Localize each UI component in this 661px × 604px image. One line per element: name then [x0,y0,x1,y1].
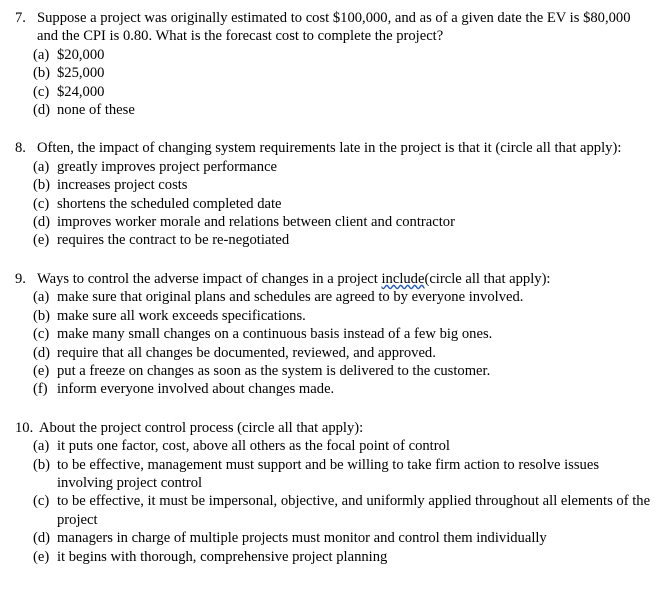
option-letter: (a) [33,289,50,306]
option-letter: (b) [33,65,51,82]
option-letter: (b) [33,456,51,473]
answer-option-d [15,213,651,231]
spellcheck-underlined-word: include [381,270,425,287]
option-text: requires the contract to be re-negotiated [57,232,290,249]
option-text: make sure that original plans and schedules are agreed to by everyone involved. [57,289,524,306]
option-letter: (b) [33,177,51,194]
answer-option-b [15,176,651,194]
option-letter: (f) [33,381,48,398]
option-text: $25,000 [57,65,105,82]
answer-options [15,288,651,398]
option-letter: (a) [33,438,50,455]
question-7 [15,9,651,119]
option-letter: (c) [33,493,50,510]
question-stem [15,419,651,437]
answer-option-e [15,231,651,249]
answer-option-a [15,46,651,64]
option-text: require that all changes be documented, reviewed, and approved. [57,344,436,361]
option-letter: (e) [33,232,50,249]
answer-options [15,46,651,120]
option-text: to be effective, it must be impersonal, objective, and uniformly applied throughout all elements of the project [57,493,651,528]
option-letter: (d) [33,530,51,547]
option-letter: (b) [33,307,51,324]
option-text: none of these [57,102,135,119]
option-text: managers in charge of multiple projects must monitor and control them individually [57,530,547,547]
answer-option-d [15,344,651,362]
option-text: it begins with thorough, comprehensive project planning [57,548,388,565]
answer-option-b [15,64,651,82]
question-9 [15,270,651,399]
answer-options [15,158,651,250]
option-text: it puts one factor, cost, above all others as the focal point of control [57,438,450,455]
answer-option-c [15,195,651,213]
option-letter: (c) [33,195,50,212]
answer-option-a [15,288,651,306]
option-text: increases project costs [57,177,188,194]
option-text: make sure all work exceeds specifications. [57,307,306,324]
question-number: 9. [15,270,26,287]
answer-option-b [15,307,651,325]
option-text: $20,000 [57,46,105,63]
question-number: 10. [15,419,34,436]
question-text-start: Ways to control the adverse impact of changes in a project [37,270,382,287]
option-text: improves worker morale and relations between client and contractor [57,214,455,231]
option-text: shortens the scheduled completed date [57,195,282,212]
option-letter: (e) [33,362,50,379]
answer-option-e [15,362,651,380]
question-text: Often, the impact of changing system requirements late in the project is that it (circle all that apply): [37,140,622,157]
answer-option-f [15,380,651,398]
question-stem [15,139,651,157]
question-number: 7. [15,10,26,26]
option-letter: (d) [33,102,51,119]
answer-option-d [15,529,651,547]
question-stem [15,270,651,288]
option-text: put a freeze on changes as soon as the system is delivered to the customer. [57,362,491,379]
question-text-end: (circle all that apply): [424,270,551,287]
option-letter: (c) [33,326,50,343]
option-letter: (c) [33,83,50,100]
answer-option-a [15,158,651,176]
option-text: to be effective, management must support and be willing to take firm action to resolve issues involving project control [57,456,599,491]
option-letter: (d) [33,344,51,361]
answer-option-b [15,456,651,493]
option-letter: (a) [33,46,50,63]
option-text: $24,000 [57,83,105,100]
option-text: inform everyone involved about changes made. [57,381,335,398]
question-text [37,270,651,288]
answer-option-a [15,437,651,455]
answer-options [15,437,651,566]
option-letter: (a) [33,158,50,175]
question-text: About the project control process (circle all that apply): [39,419,364,436]
question-10 [15,419,651,566]
answer-option-c [15,83,651,101]
answer-option-c [15,492,651,529]
answer-option-e [15,548,651,566]
question-number: 8. [15,140,26,157]
answer-option-d [15,101,651,119]
question-8 [15,139,651,249]
question-text: Suppose a project was originally estimated to cost $100,000, and as of a given date the EV is $80,000 and the CPI is 0.80. What is the forecast cost to complete the project? [37,10,631,45]
option-letter: (d) [33,214,51,231]
option-text: make many small changes on a continuous basis instead of a few big ones. [57,326,493,343]
option-text: greatly improves project performance [57,158,278,175]
option-letter: (e) [33,548,50,565]
answer-option-c [15,325,651,343]
question-stem [15,9,651,46]
